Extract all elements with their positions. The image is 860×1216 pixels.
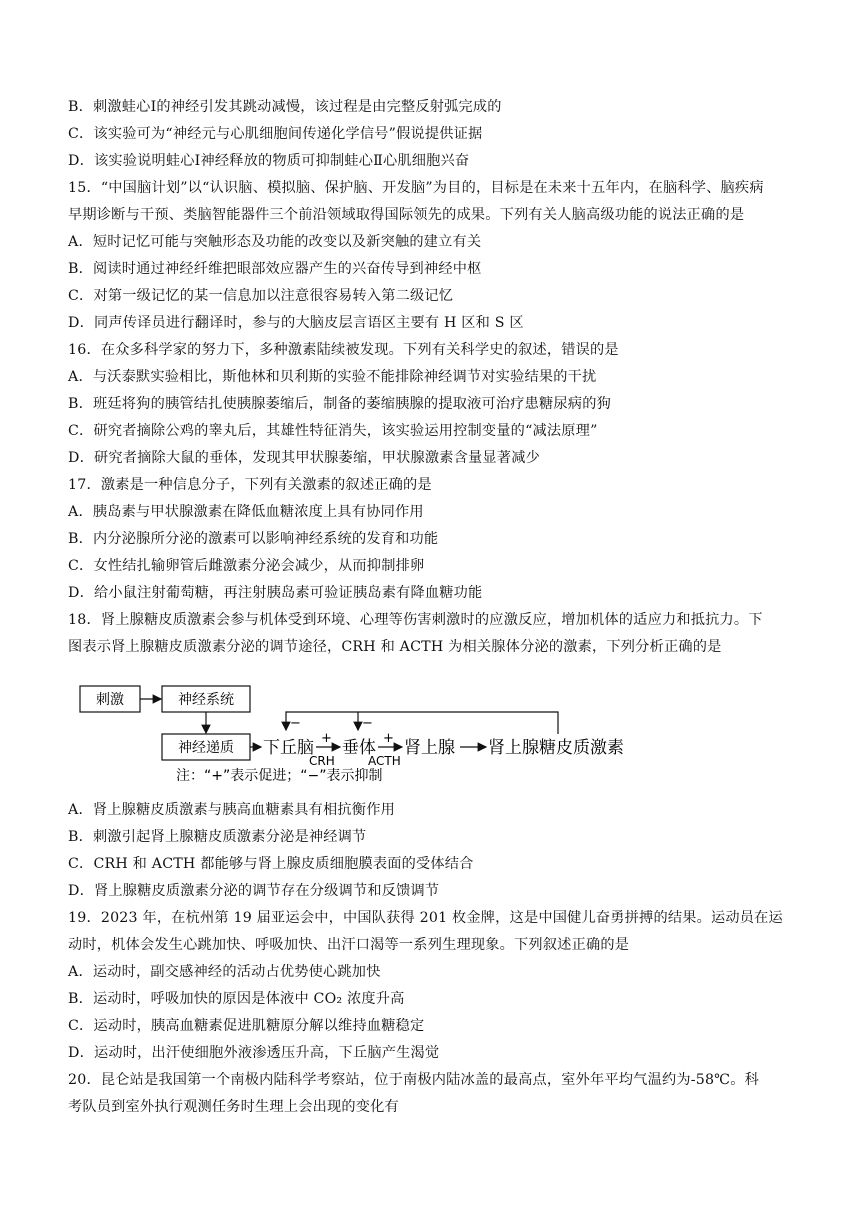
option-b-q17: B．内分泌腺所分泌的激素可以影响神经系统的发育和功能 <box>68 531 439 547</box>
plus-sign-crh: + <box>321 731 332 746</box>
option-a-q15: A．短时记忆可能与突触形态及功能的改变以及新突触的建立有关 <box>68 234 482 250</box>
option-d-q16: D．研究者摘除大鼠的垂体，发现其甲状腺萎缩，甲状腺激素含量显著减少 <box>68 450 540 466</box>
option-a-q19: A．运动时，副交感神经的活动占优势使心跳加快 <box>68 964 381 980</box>
option-a-q16: A．与沃泰默实验相比，斯他林和贝利斯的实验不能排除神经调节对实验结果的干扰 <box>68 369 597 385</box>
hormone-regulation-diagram <box>78 682 638 790</box>
question-16-stem: 16．在众多科学家的努力下，多种激素陆续被发现。下列有关科学史的叙述，错误的是 <box>68 342 619 358</box>
option-b-q14: B．刺激蛙心Ⅰ的神经引发其跳动减慢，该过程是由完整反射弧完成的 <box>68 99 502 115</box>
pituitary-label: 垂体 <box>342 738 376 758</box>
question-18-stem: 18．肾上腺糖皮质激素会参与机体受到环境、心理等伤害刺激时的应激反应，增加机体的适应力和抵抗力。下 <box>68 612 763 628</box>
question-19-stem-cont: 动时，机体会发生心跳加快、呼吸加快、出汗口渴等一系列生理现象。下列叙述正确的是 <box>68 937 630 953</box>
option-c-q17: C．女性结扎输卵管后雌激素分泌会减少，从而抑制排卵 <box>68 558 425 574</box>
option-d-q17: D．给小鼠注射葡萄糖，再注射胰岛素可验证胰岛素有降血糖功能 <box>68 585 483 601</box>
stimulus-label: 刺激 <box>96 692 124 708</box>
hormone-label: 肾上腺糖皮质激素 <box>488 738 624 758</box>
option-a-q18: A．肾上腺糖皮质激素与胰高血糖素具有相抗衡作用 <box>68 802 395 818</box>
option-c-q19: C．运动时，胰高血糖素促进肌糖原分解以维持血糖稳定 <box>68 1018 425 1034</box>
option-b-q18: B．刺激引起肾上腺糖皮质激素分泌是神经调节 <box>68 829 367 845</box>
question-20-stem-cont: 考队员到室外执行观测任务时生理上会出现的变化有 <box>68 1099 399 1115</box>
question-17-stem: 17．激素是一种信息分子，下列有关激素的叙述正确的是 <box>68 477 432 493</box>
option-c-q15: C．对第一级记忆的某一信息加以注意很容易转入第二级记忆 <box>68 288 454 304</box>
diagram-note: 注：“+”表示促进；“−”表示抑制 <box>176 768 383 784</box>
adrenal-label: 肾上腺 <box>404 738 455 758</box>
option-a-q17: A．胰岛素与甲状腺激素在降低血糖浓度上具有协同作用 <box>68 504 424 520</box>
question-20-stem: 20．昆仑站是我国第一个南极内陆科学考察站，位于南极内陆冰盖的最高点，室外年平均气温约为-58℃。科 <box>68 1072 760 1088</box>
question-18-stem-cont: 图表示肾上腺糖皮质激素分泌的调节途径，CRH 和 ACTH 为相关腺体分泌的激素，下列分析正确的是 <box>68 639 722 655</box>
question-15-stem: 15．“中国脑计划”以“认识脑、模拟脑、保护脑、开发脑”为目的，目标是在未来十五年内，在脑科学、脑疾病 <box>68 180 764 196</box>
option-c-q14: C．该实验可为“神经元与心肌细胞间传递化学信号”假说提供证据 <box>68 126 483 142</box>
minus-sign-hypothalamus: − <box>290 716 301 731</box>
option-b-q16: B．班廷将狗的胰管结扎使胰腺萎缩后，制备的萎缩胰腺的提取液可治疗患糖尿病的狗 <box>68 396 611 412</box>
hypothalamus-label: 下丘脑 <box>263 738 314 758</box>
option-d-q18: D．肾上腺糖皮质激素分泌的调节存在分级调节和反馈调节 <box>68 883 440 899</box>
option-c-q16: C．研究者摘除公鸡的睾丸后，其雄性特征消失，该实验运用控制变量的“减法原理” <box>68 423 598 439</box>
option-b-q15: B．阅读时通过神经纤维把眼部效应器产生的兴奋传导到神经中枢 <box>68 261 482 277</box>
option-d-q14: D．该实验说明蛙心Ⅰ神经释放的物质可抑制蛙心Ⅱ心肌细胞兴奋 <box>68 153 470 169</box>
option-c-q18: C．CRH 和 ACTH 都能够与肾上腺皮质细胞膜表面的受体结合 <box>68 856 474 872</box>
question-15-stem-cont: 早期诊断与干预、类脑智能器件三个前沿领域取得国际领先的成果。下列有关人脑高级功能的说法正确的是 <box>68 207 745 223</box>
plus-sign-acth: + <box>383 731 394 746</box>
question-19-stem: 19．2023 年，在杭州第 19 届亚运会中，中国队获得 201 枚金牌，这是中国健儿奋勇拼搏的结果。运动员在运 <box>68 910 783 926</box>
minus-sign-pituitary: − <box>362 716 373 731</box>
neurotransmitter-label: 神经递质 <box>178 740 234 756</box>
crh-label: CRH <box>309 754 335 768</box>
option-b-q19: B．运动时，呼吸加快的原因是体液中 CO₂ 浓度升高 <box>68 991 405 1007</box>
nervous-system-label: 神经系统 <box>178 692 234 708</box>
option-d-q15: D．同声传译员进行翻译时，参与的大脑皮层言语区主要有 H 区和 S 区 <box>68 315 524 331</box>
option-d-q19: D．运动时，出汗使细胞外液渗透压升高，下丘脑产生渴觉 <box>68 1045 440 1061</box>
acth-label: ACTH <box>368 754 401 768</box>
